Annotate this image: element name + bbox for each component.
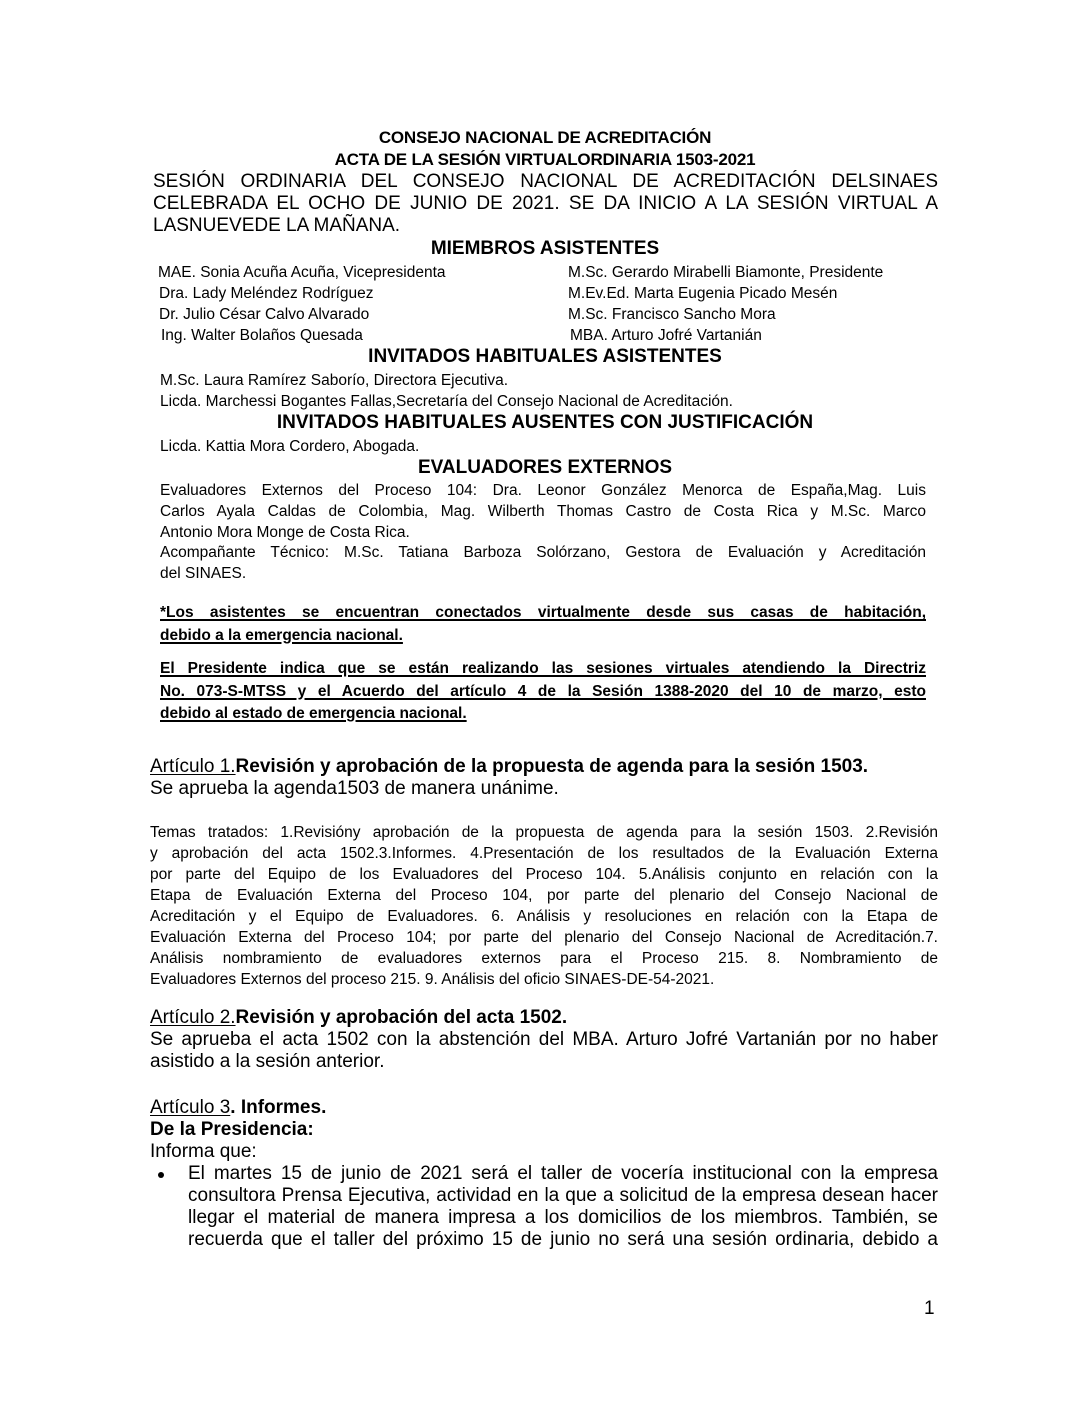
article-1-label: Artículo 1. <box>150 756 236 777</box>
evaluators-line: Evaluadores Externos del Proceso 104: Dra. Leonor González Menorca de España,Mag. Luis <box>160 482 926 499</box>
evaluators-line: Antonio Mora Monge de Costa Rica. <box>160 524 410 541</box>
bullet-line: El martes 15 de junio de 2021 será el taller de vocería institucional con la empresa <box>188 1163 938 1184</box>
topics-line: Temas tratados: 1.Revisióny aprobación de la propuesta de agenda para la sesión 1503. 2.Revisión <box>150 824 938 841</box>
document-title: CONSEJO NACIONAL DE ACREDITACIÓN <box>378 128 712 147</box>
virtual-connection-notice <box>160 602 926 647</box>
presidency-subheading-text: De la Presidencia: <box>150 1119 314 1140</box>
member-right: M.Ev.Ed. Marta Eugenia Picado Mesén <box>568 285 838 302</box>
topics-line: Acreditación y el Equipo de Evaluadores. 6. Análisis y resoluciones en relación con la Etapa de <box>150 908 938 925</box>
article-2-line: Se aprueba el acta 1502 con la abstención del MBA. Arturo Jofré Vartanián por no haber <box>150 1029 938 1050</box>
guest-absent-item: Licda. Kattia Mora Cordero, Abogada. <box>160 438 420 455</box>
topics-line: por parte del Equipo de los Evaluadores del Proceso 104. 5.Análisis conjunto en relación con la <box>150 866 938 883</box>
bullet-line: llegar el material de manera impresa a los domicilios de los miembros. También, se <box>188 1207 938 1228</box>
notice-line: debido a la emergencia nacional. <box>160 626 403 644</box>
notice-line: debido al estado de emergencia nacional. <box>160 705 467 722</box>
article-1-text <box>150 778 938 800</box>
topics-paragraph <box>150 822 938 990</box>
technical-companion-paragraph <box>160 542 926 584</box>
notice-line: No. 073-S-MTSS y el Acuerdo del artículo 4 de la Sesión 1388-2020 del 10 de marzo, esto <box>160 682 926 700</box>
guest-present-item: Licda. Marchessi Bogantes Fallas,Secretaría del Consejo Nacional de Acreditación. <box>160 393 733 410</box>
bullet-line: recuerda que el taller del próximo 15 de junio no será una sesión ordinaria, debido a <box>188 1229 938 1250</box>
article-2-label: Artículo 2. <box>150 1007 236 1028</box>
notice-line: *Los asistentes se encuentran conectados virtualmente desde sus casas de habitación, <box>160 604 926 621</box>
notice-line: El Presidente indica que se están realizando las sesiones virtuales atendiendo la Directriz <box>160 660 926 677</box>
member-left: Dra. Lady Meléndez Rodríguez <box>159 285 374 302</box>
member-right: M.Sc. Francisco Sancho Mora <box>568 306 776 323</box>
member-right: M.Sc. Gerardo Mirabelli Biamonte, Presidente <box>568 264 884 281</box>
guests-absent-heading: INVITADOS HABITUALES AUSENTES CON JUSTIFICACIÓN <box>276 412 814 433</box>
member-left: MAE. Sonia Acuña Acuña, Vicepresidenta <box>158 264 446 281</box>
topics-line: Etapa de Evaluación Externa del Proceso 104, por parte del plenario del Consejo Nacional de <box>150 887 938 904</box>
guest-present-item: M.Sc. Laura Ramírez Saborío, Directora Ejecutiva. <box>160 372 509 389</box>
topics-line: Evaluación Externa del Proceso 104; por parte del plenario del Consejo Nacional de Acreditación.7. <box>150 929 938 946</box>
article-2-line: asistido a la sesión anterior. <box>150 1051 385 1072</box>
bullet-text <box>188 1163 938 1251</box>
article-1-title: Revisión y aprobación de la propuesta de agenda para la sesión 1503. <box>235 756 869 777</box>
article-2-heading <box>150 1007 567 1029</box>
companion-line: del SINAES. <box>160 565 247 582</box>
informs-intro: Informa que: <box>150 1141 257 1162</box>
article-3-label-suffix: . <box>230 1097 236 1118</box>
member-left: Ing. Walter Bolaños Quesada <box>161 327 363 344</box>
topics-line: y aprobación del acta 1502.3.Informes. 4.Presentación de los resultados de la Evaluación Externa <box>150 845 938 862</box>
bullet-icon <box>158 1172 164 1178</box>
evaluators-heading: EVALUADORES EXTERNOS <box>417 457 673 478</box>
member-left: Dr. Julio César Calvo Alvarado <box>159 306 370 323</box>
article-3-title: Informes. <box>235 1097 327 1118</box>
session-intro <box>153 171 938 237</box>
intro-line: LASNUEVEDE LA MAÑANA. <box>153 215 401 236</box>
member-right: MBA. Arturo Jofré Vartanián <box>570 327 762 344</box>
article-3-label: Artículo 3 <box>150 1097 231 1118</box>
intro-line: SESIÓN ORDINARIA DEL CONSEJO NACIONAL DE ACREDITACIÓN DELSINAES <box>153 171 938 192</box>
article-2-title: Revisión y aprobación del acta 1502. <box>235 1007 568 1028</box>
article-1-line: Se aprueba la agenda1503 de manera unánime. <box>150 778 559 799</box>
companion-line: Acompañante Técnico: M.Sc. Tatiana Barboza Solórzano, Gestora de Evaluación y Acreditación <box>160 544 926 561</box>
article-1-heading <box>150 756 868 778</box>
article-3-heading <box>150 1097 326 1119</box>
bullet-line: consultora Prensa Ejecutiva, actividad en la que a solicitud de la empresa desean hacer <box>188 1185 938 1206</box>
presidency-bullet-item <box>150 1163 938 1255</box>
topics-line: Evaluadores Externos del proceso 215. 9. Análisis del oficio SINAES-DE-54-2021. <box>150 971 715 988</box>
topics-line: Análisis nombramiento de evaluadores externos para el Proceso 215. 8. Nombramiento de <box>150 950 938 967</box>
session-title: ACTA DE LA SESIÓN VIRTUALORDINARIA 1503-2021 <box>334 150 756 169</box>
evaluators-line: Carlos Ayala Caldas de Colombia, Mag. Wilberth Thomas Castro de Costa Rica y M.Sc. Marco <box>160 503 926 520</box>
presidency-subheading <box>150 1119 314 1141</box>
page-number: 1 <box>924 1298 935 1319</box>
article-2-text <box>150 1029 938 1073</box>
president-directive-notice <box>160 658 926 726</box>
evaluators-paragraph <box>160 480 926 543</box>
members-heading: MIEMBROS ASISTENTES <box>430 238 660 259</box>
intro-line: CELEBRADA EL OCHO DE JUNIO DE 2021. SE DA INICIO A LA SESIÓN VIRTUAL A <box>153 193 938 214</box>
guests-present-heading: INVITADOS HABITUALES ASISTENTES <box>368 346 722 367</box>
